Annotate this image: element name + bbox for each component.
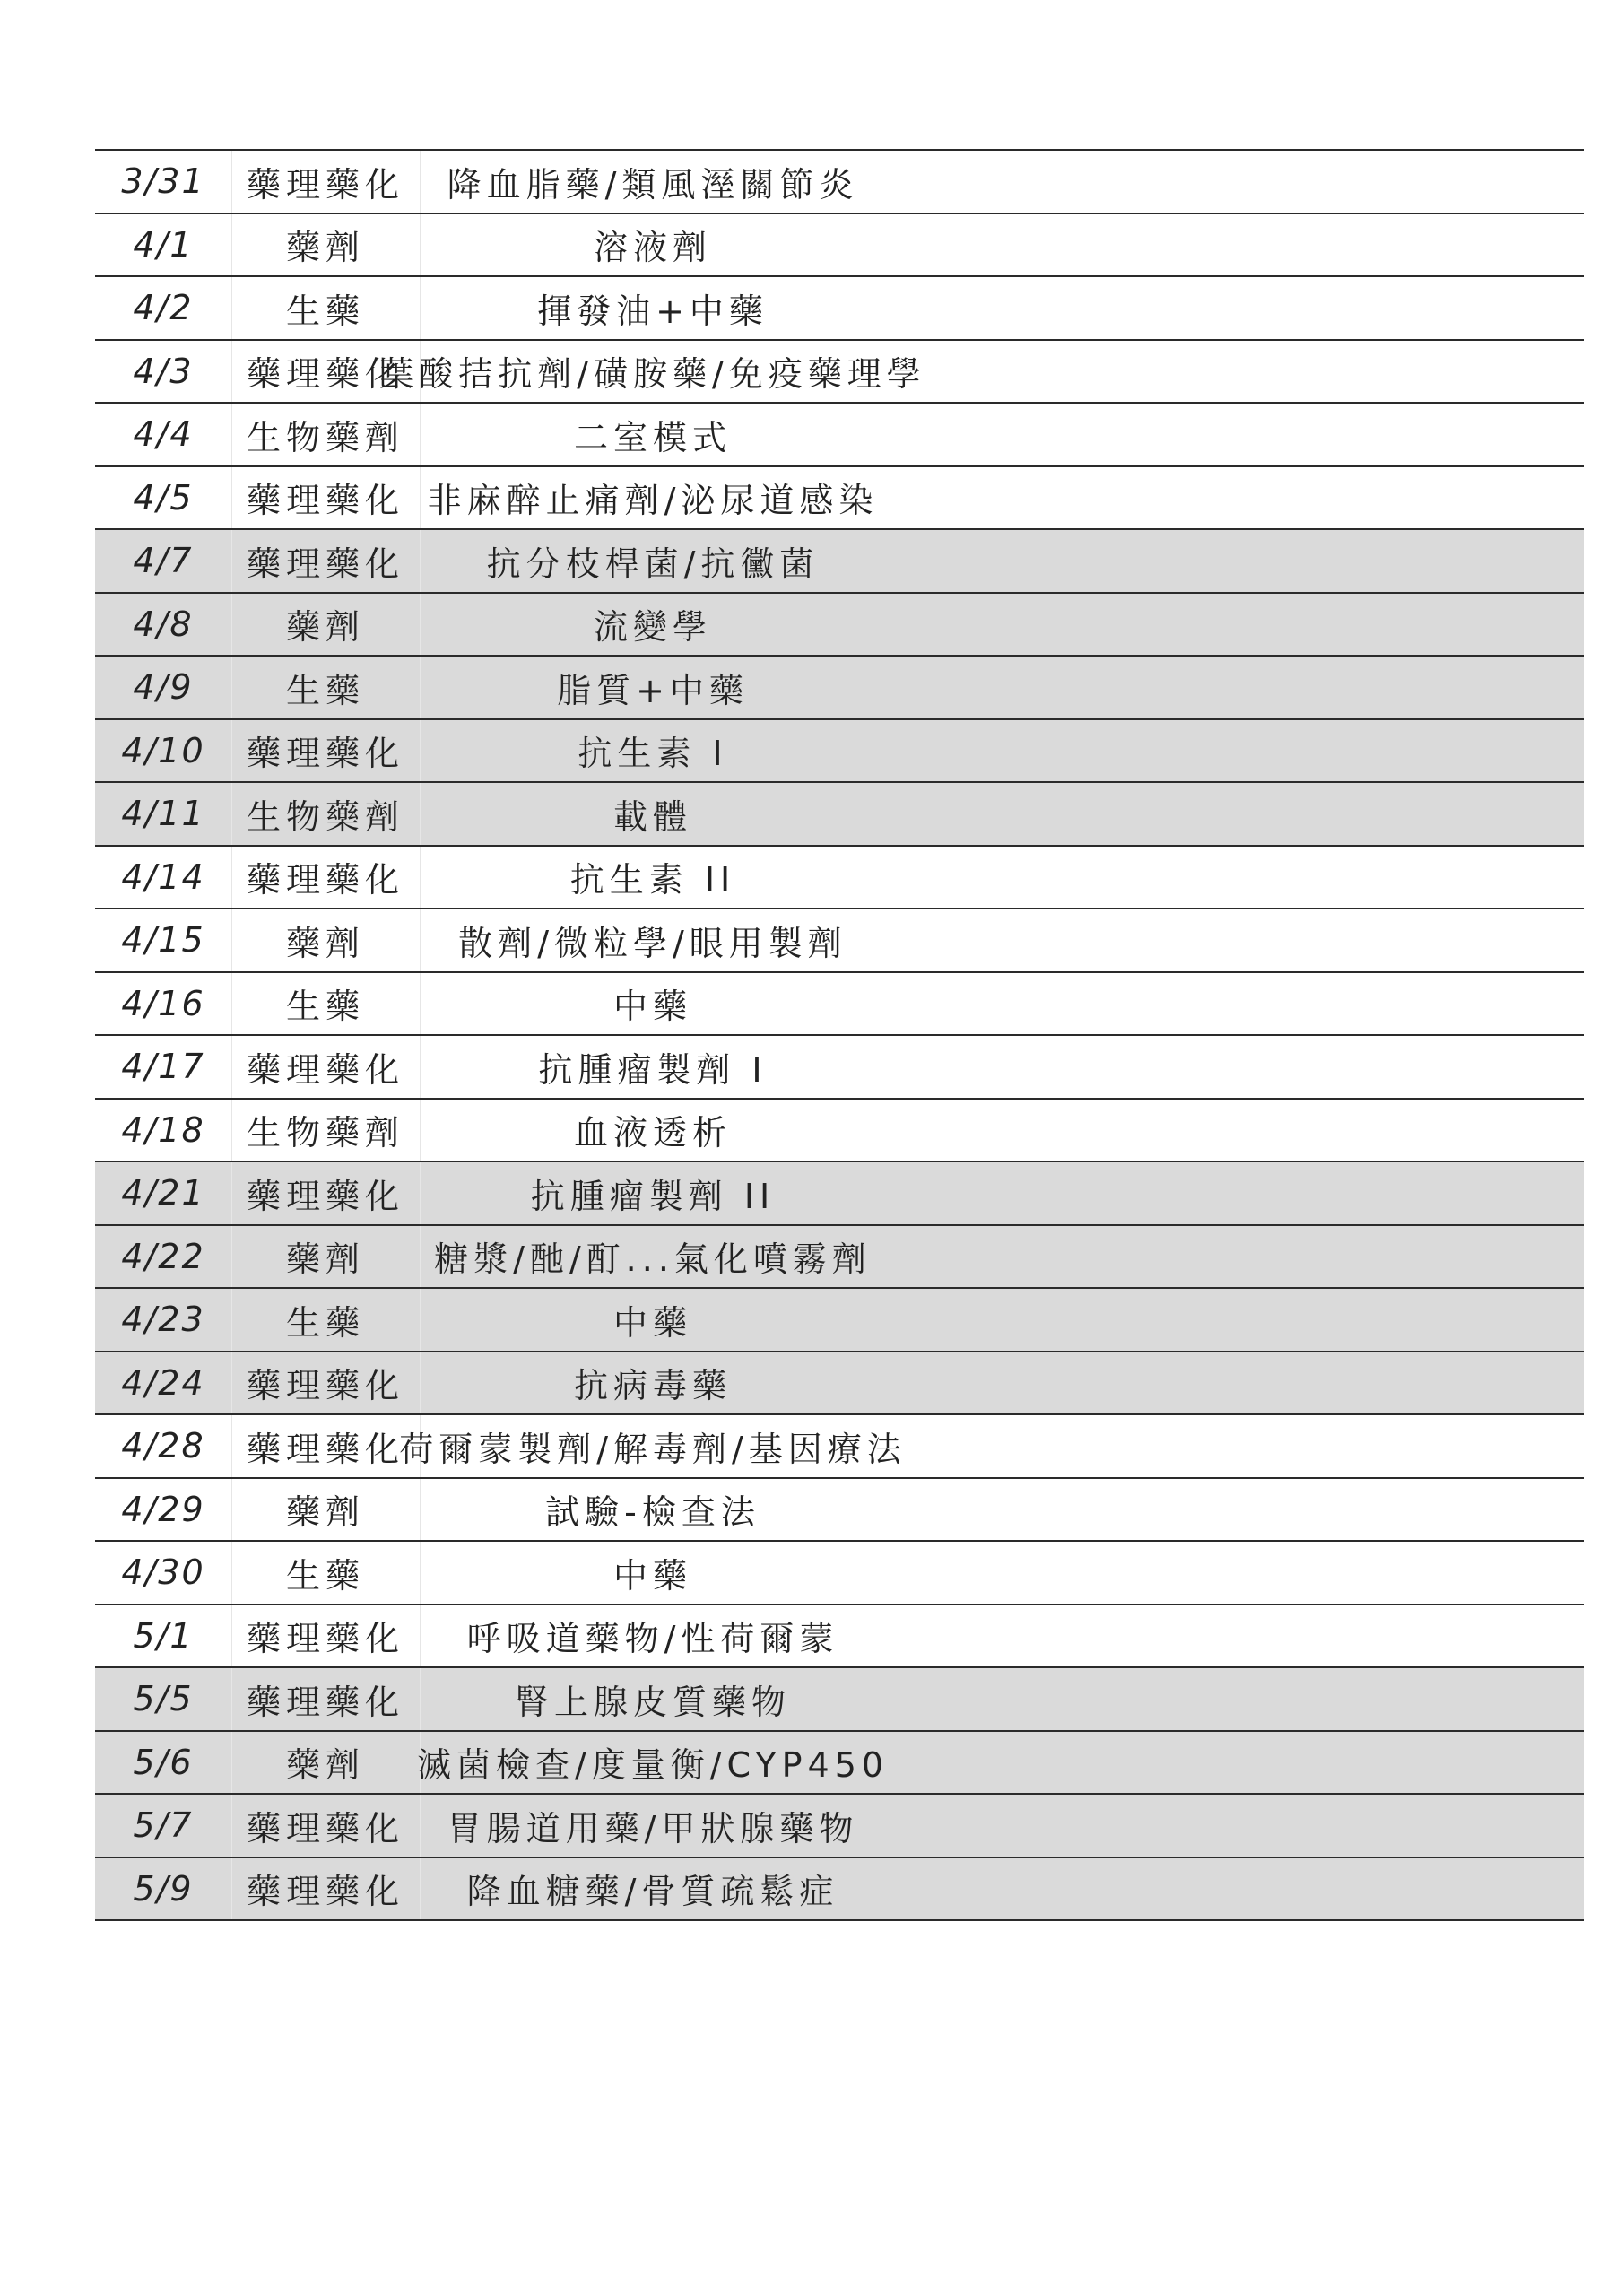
topic-cell: 揮發油+中藥: [537, 291, 769, 331]
table-row: [95, 1100, 1584, 1163]
date-cell: 4/9: [133, 667, 194, 708]
subject-cell: 藥理藥化: [246, 734, 404, 774]
date-cell: 4/7: [133, 541, 194, 581]
topic-cell: 抗腫瘤製劑 I: [538, 1049, 768, 1090]
subject-cell: 生藥: [285, 987, 365, 1027]
table-row: [95, 594, 1584, 657]
date-cell: 4/18: [121, 1109, 205, 1150]
topic-cell: 胃腸道用藥/甲狀腺藥物: [447, 1808, 859, 1848]
date-cell: 5/5: [133, 1679, 194, 1719]
date-cell: 4/17: [121, 1047, 205, 1087]
table-row: [95, 1162, 1584, 1226]
table-row: [95, 214, 1584, 278]
date-cell: 4/10: [121, 730, 205, 770]
table-row: [95, 1036, 1584, 1100]
table-row: [95, 530, 1584, 594]
topic-cell: 抗病毒藥: [573, 1366, 732, 1406]
subject-cell: 藥理藥化: [246, 1872, 404, 1912]
subject-cell: 藥理藥化: [246, 1049, 404, 1090]
table-row: [95, 1352, 1584, 1416]
table-row: [95, 1289, 1584, 1352]
topic-cell: 中藥: [612, 1302, 692, 1343]
subject-cell: 藥劑: [285, 1239, 365, 1280]
subject-cell: 生物藥劑: [246, 796, 404, 837]
subject-cell: 藥理藥化: [246, 1366, 404, 1406]
date-cell: 4/8: [133, 604, 194, 644]
date-cell: 4/21: [121, 1173, 205, 1213]
date-cell: 4/24: [121, 1362, 205, 1403]
date-cell: 4/4: [133, 414, 194, 455]
table-row: [95, 783, 1584, 847]
topic-cell: 流變學: [593, 607, 712, 648]
topic-cell: 血液透析: [573, 1113, 732, 1153]
date-cell: 4/15: [121, 920, 205, 961]
topic-cell: 中藥: [612, 1555, 692, 1596]
subject-cell: 藥理藥化: [246, 1682, 404, 1722]
topic-cell: 滅菌檢查/度量衡/CYP450: [416, 1745, 890, 1786]
topic-cell: 抗分枝桿菌/抗黴菌: [486, 544, 820, 584]
topic-cell: 荷爾蒙製劑/解毒劑/基因療法: [399, 1429, 907, 1469]
topic-cell: 腎上腺皮質藥物: [514, 1682, 791, 1722]
date-cell: 4/22: [121, 1236, 205, 1276]
subject-cell: 生物藥劑: [246, 417, 404, 457]
subject-cell: 藥理藥化: [246, 354, 404, 395]
subject-cell: 藥理藥化: [246, 860, 404, 900]
date-cell: 4/16: [121, 983, 205, 1023]
table-row: [95, 657, 1584, 720]
topic-cell: 抗腫瘤製劑 II: [530, 1176, 776, 1216]
topic-cell: 糖漿/酏/酊...氣化噴霧劑: [434, 1239, 872, 1280]
topic-cell: 降血脂藥/類風溼關節炎: [447, 164, 859, 204]
subject-cell: 生藥: [285, 291, 365, 331]
subject-cell: 藥理藥化: [246, 1619, 404, 1659]
table-row: [95, 467, 1584, 531]
topic-cell: 中藥: [612, 987, 692, 1027]
date-cell: 4/28: [121, 1426, 205, 1466]
subject-cell: 藥理藥化: [246, 1176, 404, 1216]
table-row: [95, 1479, 1584, 1543]
topic-cell: 非麻醉止痛劑/泌尿道感染: [427, 481, 879, 521]
subject-cell: 藥理藥化: [246, 164, 404, 204]
subject-cell: 藥理藥化: [246, 544, 404, 584]
date-cell: 5/1: [133, 1615, 194, 1656]
topic-cell: 脂質+中藥: [557, 670, 749, 710]
topic-cell: 呼吸道藥物/性荷爾蒙: [466, 1619, 839, 1659]
subject-cell: 生藥: [285, 1302, 365, 1343]
subject-cell: 藥劑: [285, 607, 365, 648]
table-row: [95, 1858, 1584, 1922]
subject-cell: 藥劑: [285, 1492, 365, 1533]
table-row: [95, 1226, 1584, 1290]
date-cell: 5/9: [133, 1868, 194, 1909]
date-cell: 4/14: [121, 857, 205, 897]
date-cell: 4/1: [133, 224, 194, 265]
date-cell: 4/11: [121, 794, 205, 834]
subject-cell: 藥劑: [285, 228, 365, 268]
subject-cell: 藥理藥化: [246, 1808, 404, 1848]
subject-cell: 生藥: [285, 1555, 365, 1596]
topic-cell: 二室模式: [573, 417, 732, 457]
topic-cell: 散劑/微粒學/眼用製劑: [458, 923, 847, 963]
topic-cell: 葉酸拮抗劑/磺胺藥/免疫藥理學: [379, 354, 926, 395]
table-row: [95, 341, 1584, 404]
topic-cell: 抗生素 II: [569, 860, 736, 900]
schedule-table: [95, 149, 1584, 1921]
topic-cell: 溶液劑: [593, 228, 712, 268]
subject-cell: 藥理藥化: [246, 1429, 404, 1469]
date-cell: 5/7: [133, 1805, 194, 1846]
date-cell: 4/30: [121, 1552, 205, 1593]
date-cell: 4/29: [121, 1489, 205, 1529]
subject-cell: 藥劑: [285, 923, 365, 963]
table-row: [95, 1732, 1584, 1796]
subject-cell: 藥理藥化: [246, 481, 404, 521]
table-row: [95, 1795, 1584, 1858]
topic-cell: 試驗-檢查法: [545, 1492, 760, 1533]
subject-cell: 生物藥劑: [246, 1113, 404, 1153]
date-cell: 4/3: [133, 351, 194, 391]
date-cell: 4/2: [133, 288, 194, 328]
table-row: [95, 404, 1584, 467]
subject-cell: 藥劑: [285, 1745, 365, 1786]
table-row: [95, 1415, 1584, 1479]
table-row: [95, 1605, 1584, 1669]
date-cell: 4/5: [133, 477, 194, 517]
table-row: [95, 909, 1584, 973]
table-row: [95, 847, 1584, 910]
date-cell: 3/31: [121, 161, 205, 202]
date-cell: 5/6: [133, 1742, 194, 1782]
table-row: [95, 720, 1584, 784]
table-row: [95, 1668, 1584, 1732]
topic-cell: 降血糖藥/骨質疏鬆症: [466, 1872, 839, 1912]
date-cell: 4/23: [121, 1300, 205, 1340]
topic-cell: 抗生素 I: [578, 734, 728, 774]
table-row: [95, 151, 1584, 214]
topic-cell: 載體: [612, 796, 692, 837]
table-row: [95, 973, 1584, 1037]
subject-cell: 生藥: [285, 670, 365, 710]
table-row: [95, 1542, 1584, 1605]
table-row: [95, 277, 1584, 341]
